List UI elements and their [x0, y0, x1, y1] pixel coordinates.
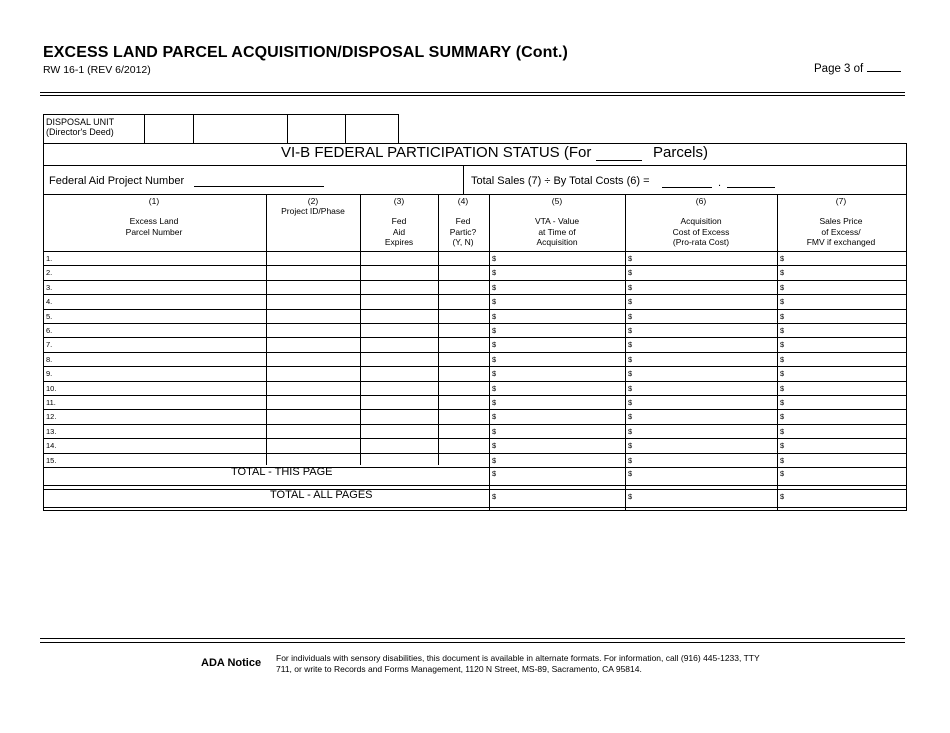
- row-7-col-5-field[interactable]: [490, 338, 624, 350]
- row-number: 4.: [46, 297, 53, 307]
- row-7-col-7-field[interactable]: [778, 338, 906, 350]
- currency-symbol: $: [780, 354, 785, 364]
- disposal-unit-field-2[interactable]: [194, 115, 286, 143]
- row-14-col-4-field[interactable]: [439, 439, 488, 451]
- header-divider-bottom: [40, 95, 905, 96]
- row-10-col-2-field[interactable]: [267, 382, 359, 394]
- column-number-6: (6): [695, 196, 707, 206]
- row-4-col-7-field[interactable]: [778, 295, 906, 307]
- column-number-2: (2): [307, 196, 319, 206]
- currency-symbol: $: [492, 426, 497, 436]
- currency-symbol: $: [628, 254, 633, 263]
- row-15-col-5-field[interactable]: [490, 454, 624, 466]
- row-9-col-6-field[interactable]: [626, 367, 776, 379]
- currency-symbol: $: [628, 297, 633, 307]
- row-13-col-1-field[interactable]: [44, 425, 265, 437]
- divider: [463, 165, 464, 194]
- row-10-col-3-field[interactable]: [361, 382, 437, 394]
- row-7-col-4-field[interactable]: [439, 338, 488, 350]
- row-7-col-3-field[interactable]: [361, 338, 437, 350]
- column-number-4: (4): [457, 196, 469, 206]
- row-11-col-4-field[interactable]: [439, 396, 488, 408]
- row-3-col-6-field[interactable]: [626, 281, 776, 293]
- currency-symbol: $: [492, 297, 497, 307]
- row-4-col-4-field[interactable]: [439, 295, 488, 307]
- total-all-pages-label: TOTAL - ALL PAGES: [270, 489, 373, 501]
- column-number-1: (1): [148, 196, 160, 206]
- row-12-col-1-field[interactable]: [44, 410, 265, 422]
- row-13-col-7-field[interactable]: [778, 425, 906, 437]
- decimal-point: .: [718, 177, 722, 189]
- row-number: 13.: [46, 426, 57, 436]
- row-number: 11.: [46, 398, 56, 407]
- currency-symbol: $: [492, 383, 497, 393]
- row-number: 10.: [46, 383, 57, 393]
- currency-symbol: $: [780, 254, 785, 263]
- row-6-col-4-field[interactable]: [439, 324, 488, 336]
- row-5-col-2-field[interactable]: [267, 310, 359, 322]
- federal-aid-project-number-field[interactable]: [194, 186, 324, 187]
- page-number: [814, 60, 901, 75]
- row-3-col-4-field[interactable]: [439, 281, 488, 293]
- row-8-col-6-field[interactable]: [626, 353, 776, 365]
- row-14-col-3-field[interactable]: [361, 439, 437, 451]
- row-6-col-3-field[interactable]: [361, 324, 437, 336]
- currency-symbol: $: [780, 311, 785, 321]
- currency-symbol: $: [628, 398, 633, 407]
- footer-divider-top: [40, 638, 905, 639]
- row-5-col-7-field[interactable]: [778, 310, 906, 322]
- row-10-col-7-field[interactable]: [778, 382, 906, 394]
- row-15-col-6-field[interactable]: [626, 454, 776, 466]
- currency-symbol: $: [780, 412, 785, 422]
- row-9-col-5-field[interactable]: [490, 367, 624, 379]
- row-1-col-5-field[interactable]: [490, 252, 624, 264]
- row-15-col-2-field[interactable]: [267, 454, 359, 466]
- row-12-col-3-field[interactable]: [361, 410, 437, 422]
- currency-symbol: $: [492, 441, 497, 451]
- currency-symbol: $: [780, 441, 785, 451]
- row-12-col-5-field[interactable]: [490, 410, 624, 422]
- row-4-col-5-field[interactable]: [490, 295, 624, 307]
- row-3-col-1-field[interactable]: [44, 281, 265, 293]
- row-6-col-5-field[interactable]: [490, 324, 624, 336]
- currency-symbol: $: [780, 282, 785, 292]
- row-number: 14.: [46, 441, 57, 451]
- row-5-col-4-field[interactable]: [439, 310, 488, 322]
- parcel-count-field[interactable]: [596, 160, 642, 161]
- row-3-col-5-field[interactable]: [490, 281, 624, 293]
- row-7-col-6-field[interactable]: [626, 338, 776, 350]
- currency-symbol: $: [628, 383, 633, 393]
- currency-symbol: $: [628, 455, 633, 465]
- form-title: EXCESS LAND PARCEL ACQUISITION/DISPOSAL SUMMARY (Cont.): [43, 44, 568, 61]
- row-number: 8.: [46, 354, 53, 364]
- currency-symbol: $: [780, 326, 785, 335]
- currency-symbol: $: [628, 340, 633, 350]
- currency-symbol: $: [780, 398, 785, 407]
- row-9-col-4-field[interactable]: [439, 367, 488, 379]
- row-9-col-7-field[interactable]: [778, 367, 906, 379]
- divider: [43, 507, 907, 508]
- currency-symbol: $: [492, 340, 497, 350]
- currency-symbol: $: [780, 340, 785, 350]
- disposal-unit-label: [46, 117, 114, 137]
- currency-symbol: $: [780, 369, 785, 379]
- total-all-pages-currency-symbol: $: [780, 492, 785, 501]
- currency-symbol: $: [628, 354, 633, 364]
- row-1-col-7-field[interactable]: [778, 252, 906, 264]
- row-1-col-4-field[interactable]: [439, 252, 488, 264]
- currency-symbol: $: [492, 326, 497, 335]
- section-title-suffix: Parcels): [653, 144, 709, 161]
- row-number: 6.: [46, 326, 53, 335]
- ratio-decimal-field[interactable]: [727, 187, 775, 188]
- row-8-col-5-field[interactable]: [490, 353, 624, 365]
- currency-symbol: $: [628, 268, 633, 278]
- row-5-col-6-field[interactable]: [626, 310, 776, 322]
- row-11-col-7-field[interactable]: [778, 396, 906, 408]
- row-1-col-2-field[interactable]: [267, 252, 359, 264]
- row-13-col-5-field[interactable]: [490, 425, 624, 437]
- row-10-col-1-field[interactable]: [44, 382, 265, 394]
- disposal-unit-field-1[interactable]: [145, 115, 192, 143]
- row-number: 1.: [46, 254, 53, 263]
- currency-symbol: $: [492, 311, 497, 321]
- total-all-pages-col-5-field[interactable]: [490, 490, 624, 506]
- column-header-3: Fed Aid Expires: [384, 216, 414, 247]
- row-8-col-7-field[interactable]: [778, 353, 906, 365]
- column-header-6: Acquisition Cost of Excess (Pro-rata Cost): [672, 216, 730, 247]
- total-this-page-col-6-field[interactable]: [626, 467, 776, 483]
- row-14-col-2-field[interactable]: [267, 439, 359, 451]
- section-title-prefix: VI-B FEDERAL PARTICIPATION STATUS (For: [281, 144, 592, 161]
- row-15-col-3-field[interactable]: [361, 454, 437, 466]
- row-6-col-7-field[interactable]: [778, 324, 906, 336]
- row-2-col-5-field[interactable]: [490, 266, 624, 278]
- row-number: 9.: [46, 369, 53, 379]
- ada-notice-text: For individuals with sensory disabilities, this document is available in alternate formats. For information, call (916) 445-1233, TTY 711, or write to Records and Forms Management, 1120 N Street, MS-89, Sacramento, CA 95814.: [276, 653, 760, 674]
- row-1-col-1-field[interactable]: [44, 252, 265, 264]
- row-14-col-5-field[interactable]: [490, 439, 624, 451]
- total-sales-label: Total Sales (7) ÷ By Total Costs (6) =: [471, 175, 650, 187]
- total-this-page-col-5-field[interactable]: [490, 467, 624, 483]
- currency-symbol: $: [780, 455, 785, 465]
- row-2-col-2-field[interactable]: [267, 266, 359, 278]
- row-11-col-2-field[interactable]: [267, 396, 359, 408]
- row-10-col-4-field[interactable]: [439, 382, 488, 394]
- row-13-col-6-field[interactable]: [626, 425, 776, 437]
- row-2-col-6-field[interactable]: [626, 266, 776, 278]
- row-7-col-1-field[interactable]: [44, 338, 265, 350]
- column-number-5: (5): [551, 196, 563, 206]
- row-number: 7.: [46, 340, 53, 350]
- total-this-page-currency-symbol: $: [492, 469, 497, 478]
- row-13-col-2-field[interactable]: [267, 425, 359, 437]
- disposal-unit-field-3[interactable]: [288, 115, 344, 143]
- currency-symbol: $: [492, 455, 497, 465]
- row-11-col-6-field[interactable]: [626, 396, 776, 408]
- currency-symbol: $: [492, 282, 497, 292]
- row-12-col-2-field[interactable]: [267, 410, 359, 422]
- row-12-col-6-field[interactable]: [626, 410, 776, 422]
- row-14-col-1-field[interactable]: [44, 439, 265, 451]
- row-1-col-3-field[interactable]: [361, 252, 437, 264]
- row-6-col-1-field[interactable]: [44, 324, 265, 336]
- row-8-col-2-field[interactable]: [267, 353, 359, 365]
- total-this-page-col-7-field[interactable]: [778, 467, 906, 483]
- total-all-pages-currency-symbol: $: [492, 492, 497, 501]
- footer-divider-bottom: [40, 642, 905, 643]
- row-14-col-7-field[interactable]: [778, 439, 906, 451]
- row-4-col-6-field[interactable]: [626, 295, 776, 307]
- divider: [43, 489, 907, 490]
- row-2-col-1-field[interactable]: [44, 266, 265, 278]
- currency-symbol: $: [492, 369, 497, 379]
- row-10-col-5-field[interactable]: [490, 382, 624, 394]
- row-11-col-5-field[interactable]: [490, 396, 624, 408]
- divider: [43, 165, 907, 166]
- row-15-col-1-field[interactable]: [44, 454, 265, 466]
- currency-symbol: $: [628, 412, 633, 422]
- row-15-col-7-field[interactable]: [778, 454, 906, 466]
- row-9-col-3-field[interactable]: [361, 367, 437, 379]
- total-all-pages-col-7-field[interactable]: [778, 490, 906, 506]
- row-number: 3.: [46, 282, 53, 292]
- row-2-col-3-field[interactable]: [361, 266, 437, 278]
- row-12-col-7-field[interactable]: [778, 410, 906, 422]
- column-number-3: (3): [393, 196, 405, 206]
- currency-symbol: $: [628, 311, 633, 321]
- currency-symbol: $: [628, 326, 633, 335]
- row-2-col-7-field[interactable]: [778, 266, 906, 278]
- total-pages-field[interactable]: [867, 60, 901, 72]
- row-11-col-3-field[interactable]: [361, 396, 437, 408]
- row-1-col-6-field[interactable]: [626, 252, 776, 264]
- column-number-7: (7): [835, 196, 847, 206]
- federal-aid-label: Federal Aid Project Number: [49, 175, 185, 187]
- row-3-col-3-field[interactable]: [361, 281, 437, 293]
- currency-symbol: $: [628, 282, 633, 292]
- row-5-col-5-field[interactable]: [490, 310, 624, 322]
- row-6-col-6-field[interactable]: [626, 324, 776, 336]
- currency-symbol: $: [628, 441, 633, 451]
- row-7-col-2-field[interactable]: [267, 338, 359, 350]
- column-header-1: Excess Land Parcel Number: [125, 216, 183, 237]
- row-8-col-1-field[interactable]: [44, 353, 265, 365]
- row-11-col-1-field[interactable]: [44, 396, 265, 408]
- row-3-col-7-field[interactable]: [778, 281, 906, 293]
- row-13-col-4-field[interactable]: [439, 425, 488, 437]
- total-this-page-currency-symbol: $: [628, 469, 633, 478]
- disposal-unit-field-4[interactable]: [346, 115, 398, 143]
- row-12-col-4-field[interactable]: [439, 410, 488, 422]
- row-number: 5.: [46, 311, 53, 321]
- currency-symbol: $: [780, 297, 785, 307]
- row-6-col-2-field[interactable]: [267, 324, 359, 336]
- page-label: Page 3 of: [814, 63, 864, 75]
- divider: [43, 485, 907, 486]
- column-header-5: VTA - Value at Time of Acquisition: [534, 216, 580, 247]
- column-header-2: Project ID/Phase: [281, 206, 345, 216]
- row-2-col-4-field[interactable]: [439, 266, 488, 278]
- disposal-unit-label-line2: (Director's Deed): [46, 127, 114, 137]
- total-all-pages-col-6-field[interactable]: [626, 490, 776, 506]
- row-13-col-3-field[interactable]: [361, 425, 437, 437]
- currency-symbol: $: [492, 268, 497, 278]
- row-10-col-6-field[interactable]: [626, 382, 776, 394]
- currency-symbol: $: [492, 254, 497, 263]
- header-divider-top: [40, 92, 905, 93]
- row-3-col-2-field[interactable]: [267, 281, 359, 293]
- row-8-col-3-field[interactable]: [361, 353, 437, 365]
- row-5-col-1-field[interactable]: [44, 310, 265, 322]
- column-header-7: Sales Price of Excess/ FMV if exchanged: [806, 216, 876, 247]
- currency-symbol: $: [628, 369, 633, 379]
- total-all-pages-currency-symbol: $: [628, 492, 633, 501]
- row-number: 2.: [46, 268, 53, 278]
- total-this-page-currency-symbol: $: [780, 469, 785, 478]
- row-number: 15.: [46, 455, 57, 465]
- row-9-col-1-field[interactable]: [44, 367, 265, 379]
- currency-symbol: $: [780, 383, 785, 393]
- currency-symbol: $: [492, 398, 497, 407]
- disposal-unit-label-line1: DISPOSAL UNIT: [46, 117, 115, 127]
- column-header-4: Fed Partic? (Y, N): [449, 216, 477, 247]
- currency-symbol: $: [780, 268, 785, 278]
- section-title: [281, 144, 591, 161]
- row-8-col-4-field[interactable]: [439, 353, 488, 365]
- row-4-col-2-field[interactable]: [267, 295, 359, 307]
- row-4-col-3-field[interactable]: [361, 295, 437, 307]
- row-5-col-3-field[interactable]: [361, 310, 437, 322]
- ratio-whole-field[interactable]: [662, 187, 712, 188]
- row-15-col-4-field[interactable]: [439, 454, 488, 466]
- currency-symbol: $: [492, 412, 497, 422]
- form-number: RW 16-1 (REV 6/2012): [43, 64, 151, 76]
- row-14-col-6-field[interactable]: [626, 439, 776, 451]
- currency-symbol: $: [780, 426, 785, 436]
- ada-notice-label: ADA Notice: [201, 657, 262, 669]
- row-4-col-1-field[interactable]: [44, 295, 265, 307]
- currency-symbol: $: [628, 426, 633, 436]
- row-number: 12.: [46, 412, 57, 422]
- total-this-page-label: TOTAL - THIS PAGE: [231, 466, 333, 478]
- row-9-col-2-field[interactable]: [267, 367, 359, 379]
- currency-symbol: $: [492, 354, 497, 364]
